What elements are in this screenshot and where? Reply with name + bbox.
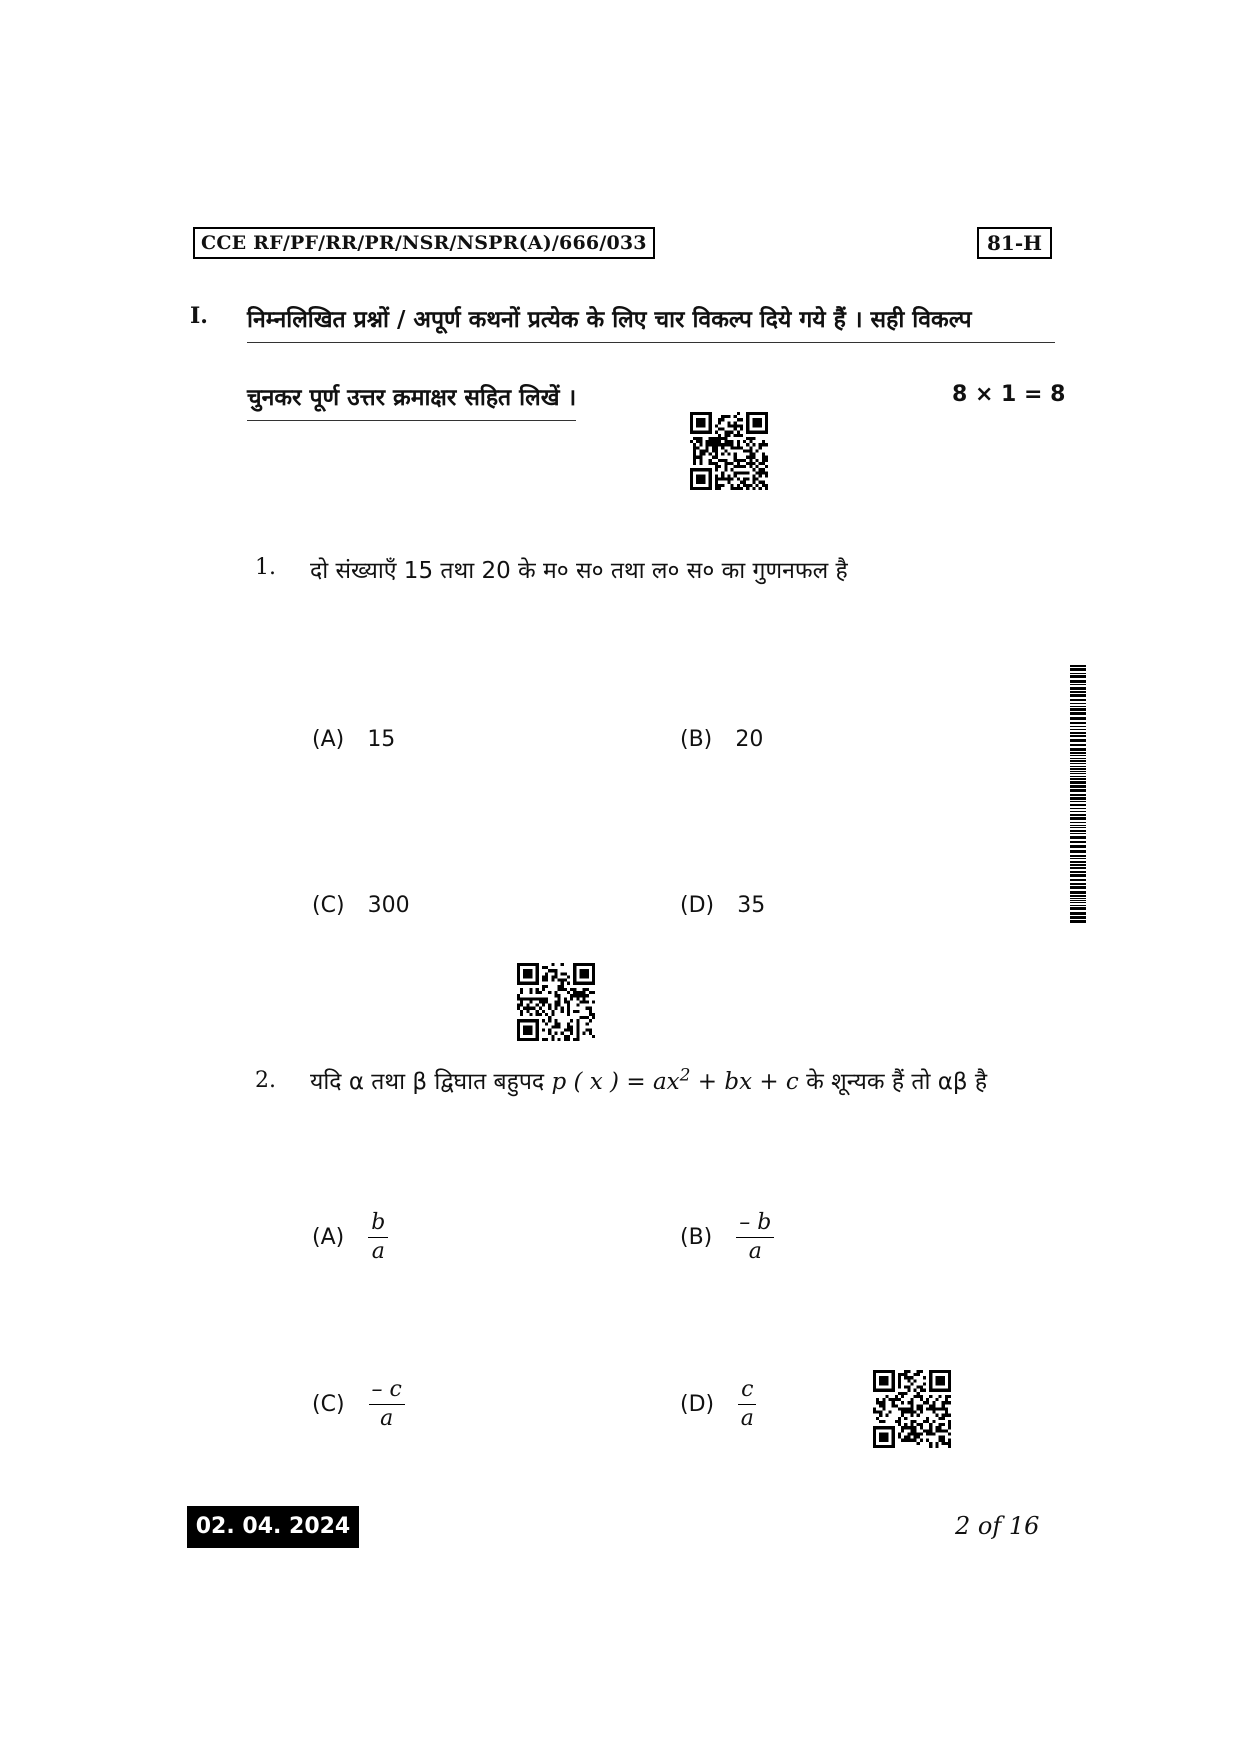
option-value: 20 <box>735 727 764 752</box>
fraction <box>738 1377 756 1432</box>
q2-option-d <box>680 1377 756 1432</box>
question-2-number: 2. <box>255 1068 276 1093</box>
q1-option-d <box>680 893 765 918</box>
fraction <box>736 1210 774 1265</box>
question-1-text: दो संख्याएँ 15 तथा 20 के म० स० तथा ल० स० का गुणनफल है <box>310 558 848 584</box>
question-2-text <box>310 1064 987 1096</box>
option-label: (A) <box>312 1225 345 1250</box>
numerator: c <box>738 1377 756 1405</box>
question-2-prefix: यदि α तथा β द्विघात बहुपद <box>310 1069 545 1095</box>
exam-date: 02. 04. 2024 <box>187 1506 359 1548</box>
poly-rest: + bx + c <box>690 1069 799 1095</box>
exam-code: CCE RF/PF/RR/PR/NSR/NSPR(A)/666/033 <box>193 227 655 259</box>
option-label: (B) <box>680 1225 713 1250</box>
question-2-suffix: के शून्यक हैं तो αβ है <box>806 1069 988 1095</box>
paper-code: 81-H <box>977 227 1052 259</box>
numerator: – b <box>736 1210 774 1238</box>
poly-exponent: 2 <box>679 1065 691 1086</box>
page-number: 2 of 16 <box>955 1512 1040 1540</box>
option-label: (D) <box>680 1392 715 1417</box>
option-value: 15 <box>367 727 396 752</box>
q2-option-c <box>312 1377 405 1432</box>
option-value: 300 <box>367 893 410 918</box>
q1-option-b <box>680 727 763 752</box>
option-label: (D) <box>680 893 715 918</box>
q2-option-b <box>680 1210 774 1265</box>
numerator: b <box>368 1210 388 1238</box>
poly-eq: = <box>619 1069 653 1095</box>
option-label: (A) <box>312 727 345 752</box>
section-instruction-line1: निम्नलिखित प्रश्नों / अपूर्ण कथनों प्रत्येक के लिए चार विकल्प दिये गये हैं । सही विकल्प <box>247 302 1055 343</box>
option-label: (C) <box>312 1392 345 1417</box>
qr-code-icon <box>873 1370 951 1448</box>
section-instruction-line2: चुनकर पूर्ण उत्तर क्रमाक्षर सहित लिखें । <box>247 380 576 421</box>
section-marks: 8 × 1 = 8 <box>952 382 1066 407</box>
q2-option-a <box>312 1210 388 1265</box>
q1-option-c <box>312 893 410 918</box>
option-label: (C) <box>312 893 345 918</box>
section-number: I. <box>190 303 208 329</box>
qr-code-icon <box>517 963 595 1041</box>
denominator: a <box>371 1239 385 1264</box>
barcode-icon <box>1070 665 1086 923</box>
numerator: – c <box>369 1377 405 1405</box>
denominator: a <box>748 1239 762 1264</box>
poly-a: ax <box>652 1069 680 1095</box>
denominator: a <box>380 1406 394 1431</box>
qr-code-icon <box>690 412 768 490</box>
option-label: (B) <box>680 727 713 752</box>
fraction <box>369 1377 405 1432</box>
poly-lhs: p ( x ) <box>551 1069 620 1095</box>
q1-option-a <box>312 727 395 752</box>
question-1-number: 1. <box>255 555 276 580</box>
option-value: 35 <box>737 893 766 918</box>
fraction <box>368 1210 388 1265</box>
denominator: a <box>740 1406 754 1431</box>
